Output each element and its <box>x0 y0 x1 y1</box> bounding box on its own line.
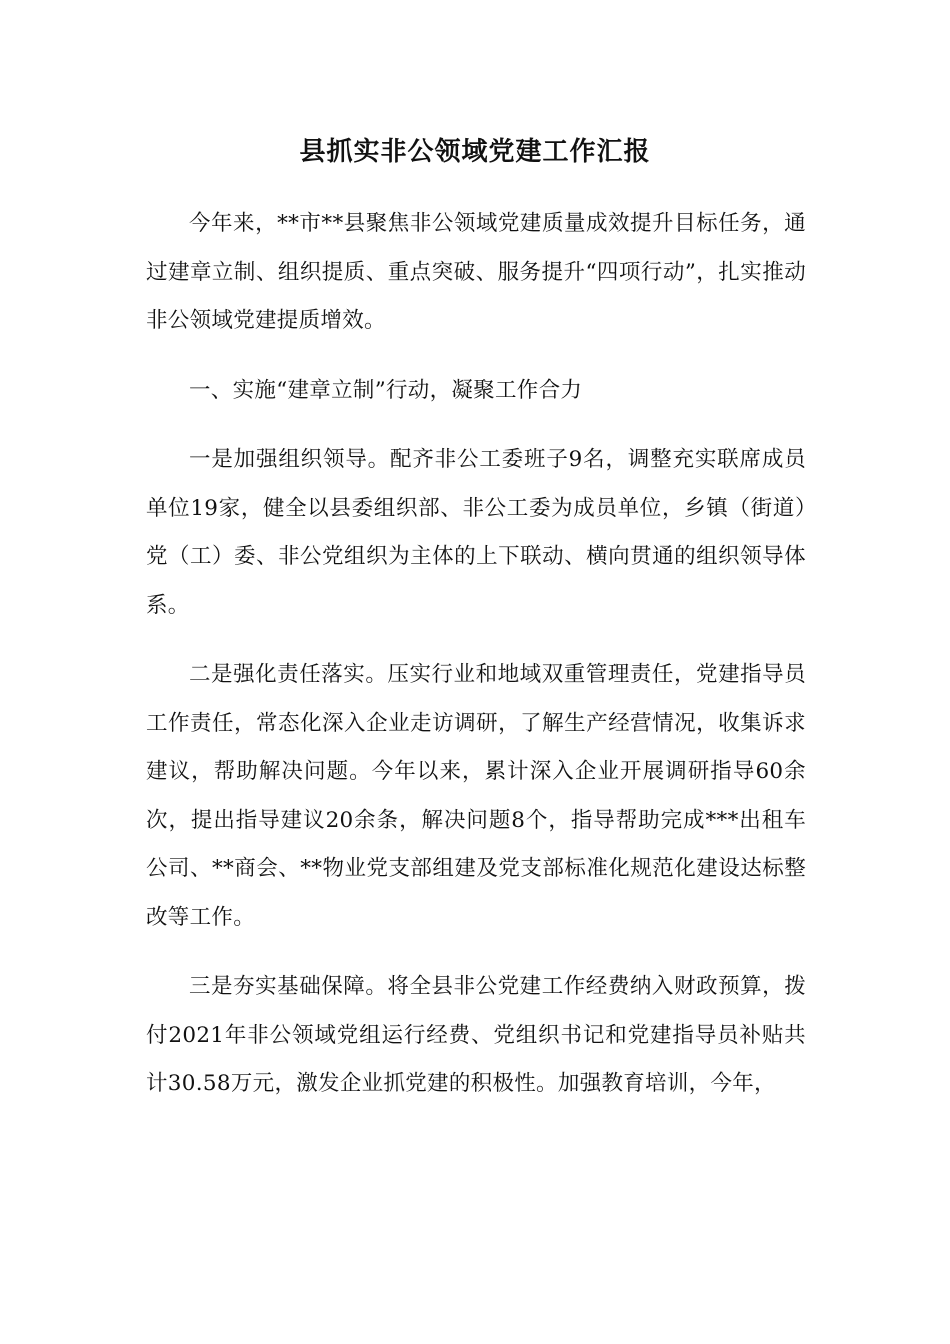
paragraph-responsibility: 二是强化责任落实。压实行业和地域双重管理责任，党建指导员工作责任，常态化深入企业走访调研，了解生产经营情况，收集诉求建议，帮助解决问题。今年以来，累计深入企业开展调研指导60余次，提出指导建议20余条，解决问题8个，指导帮助完成***出租车公司、**商会、**物业党支部组建及党支部标准化规范化建设达标整改等工作。 <box>146 662 806 930</box>
paragraph-organization: 一是加强组织领导。配齐非公工委班子9名，调整充实联席成员单位19家，健全以县委组织部、非公工委为成员单位，乡镇（街道）党（工）委、非公党组织为主体的上下联动、横向贯通的组织领导体系。 <box>146 447 806 618</box>
document-title: 县抓实非公领域党建工作汇报 <box>299 137 651 167</box>
paragraph-intro: 今年来，**市**县聚焦非公领域党建质量成效提升目标任务，通过建章立制、组织提质、重点突破、服务提升“四项行动”，扎实推动非公领域党建提质增效。 <box>146 211 806 333</box>
section-heading-1: 一、实施“建章立制”行动，凝聚工作合力 <box>189 377 583 403</box>
document-body <box>146 200 806 1109</box>
paragraph-foundation: 三是夯实基础保障。将全县非公党建工作经费纳入财政预算，拨付2021年非公领域党组运行经费、党组织书记和党建指导员补贴共计30.58万元，激发企业抓党建的积极性。加强教育培训，今年， <box>146 974 806 1096</box>
